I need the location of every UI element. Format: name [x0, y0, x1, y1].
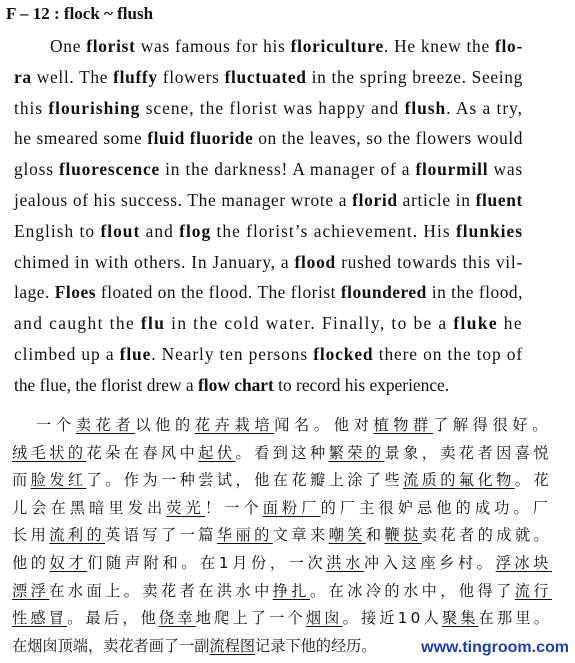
text-run: 以他的 [135, 416, 195, 434]
text-run: . As a try, [446, 97, 524, 118]
text-run: 。最后，他 [67, 609, 159, 628]
text-run: gloss [14, 159, 59, 180]
english-line [14, 98, 523, 119]
text-run: 他的 [12, 554, 50, 572]
text-run: 。接近10人 [342, 609, 442, 628]
vocab-word: flout [100, 220, 141, 241]
text-run: 地爬上了一个 [195, 609, 306, 628]
vocab-translation: 漂浮 [12, 581, 50, 600]
text-run: rushed towards this vil- [335, 251, 524, 272]
chinese-line [36, 414, 552, 435]
text-run: . He knew the [383, 36, 495, 56]
vocab-translation: 嘲笑 [328, 526, 366, 545]
text-run: and caught the [14, 313, 141, 334]
english-line [14, 282, 523, 303]
text-run: 。花 [514, 471, 553, 490]
vocab-word: fluid fluoride [147, 128, 254, 149]
text-run: chimed in with others. In January, a [14, 251, 295, 272]
text-run: lage. [14, 282, 55, 303]
text-run: he [498, 313, 524, 334]
text-run: 。在冰冷的水中，他得了 [309, 581, 515, 600]
chinese-line [12, 607, 552, 628]
text-run: in the flood, [426, 282, 523, 303]
vocab-word: flo- [494, 36, 523, 56]
vocab-translation: 浮冰块 [495, 554, 553, 572]
vocab-translation: 流质的氟化物 [403, 471, 515, 490]
text-run: 。看到这种 [235, 443, 329, 462]
text-run: 景象，卖花者因喜悦 [384, 443, 553, 462]
vocab-word: Floes [54, 282, 97, 303]
vocab-word: flourmill [415, 159, 489, 180]
vocab-translation: 华丽的 [216, 526, 273, 545]
vocab-translation: 流行 [514, 581, 553, 600]
vocab-word: flood [294, 251, 336, 272]
vocab-translation: 聚集 [441, 609, 479, 628]
text-run: 冲入这座乡村。 [363, 554, 496, 572]
vocab-translation: 鞭挞 [384, 526, 422, 545]
vocab-word: florist [86, 36, 136, 56]
text-run: 在烟囱顶端，卖花者画了一副 [12, 636, 210, 655]
chinese-line [12, 580, 552, 601]
vocab-translation: 侥幸 [158, 609, 196, 628]
text-run: flowers [157, 66, 225, 87]
chinese-line [12, 442, 552, 463]
vocab-translation: 奴才 [49, 554, 88, 572]
vocab-word: flush [404, 97, 447, 118]
text-run: in the spring breeze. Seeing [306, 66, 523, 87]
vocab-word: floundered [340, 282, 427, 303]
text-run: 而 [12, 471, 31, 490]
chinese-line [12, 469, 552, 490]
text-run: 记录下他的经历。 [255, 636, 377, 655]
text-run: 了。作为一种尝试，他在花瓣上涂了些 [86, 471, 404, 490]
text-run: jealous of his success. The manager wrote a [14, 190, 353, 210]
chinese-line [12, 552, 552, 573]
vocab-word: flunkies [455, 220, 523, 241]
chinese-line [12, 524, 552, 545]
text-run: 在那里。 [478, 609, 553, 628]
entry-heading: F – 12 : flock ~ flush [6, 4, 154, 23]
text-run: the flue, the florist drew a [14, 374, 198, 395]
text-run: floated on the flood. The florist [96, 282, 341, 303]
vocab-word: flocked [313, 344, 374, 364]
english-line [14, 190, 523, 211]
vocab-translation: 卖花者 [75, 416, 136, 434]
text-run: ！一个 [204, 498, 263, 517]
vocab-word: flourishing [48, 97, 141, 118]
site-watermark[interactable]: www.tingroom.com [421, 639, 569, 656]
text-run: and [140, 220, 180, 241]
text-run: 在水面上。卖花者在洪水中 [49, 581, 273, 600]
vocab-translation: 流程图 [209, 636, 255, 655]
vocab-translation: 面粉厂 [262, 498, 321, 517]
text-run: 长用 [12, 526, 50, 545]
text-run: in the darkness! A manager of a [160, 159, 416, 180]
text-run: 文章来 [272, 526, 329, 545]
text-run: well. The [31, 66, 114, 87]
vocab-word: fluke [453, 313, 499, 334]
chinese-line [12, 635, 377, 656]
english-line [14, 313, 523, 334]
english-line [14, 67, 523, 88]
text-run: this [14, 97, 49, 118]
vocab-word: ra [14, 66, 32, 87]
text-run: 花朵在春风中 [86, 443, 199, 462]
text-run: . Nearly ten persons [151, 344, 314, 364]
text-run: 和 [365, 526, 385, 545]
vocab-word: fluent [475, 190, 524, 210]
vocab-translation: 脸发红 [30, 471, 87, 490]
english-line [14, 159, 523, 180]
vocab-translation: 性感冒 [12, 609, 68, 628]
text-run: 的厂主很妒忌他的成功。厂 [320, 498, 553, 517]
text-run: One [50, 36, 87, 56]
vocab-translation: 流利的 [49, 526, 106, 545]
english-line [14, 344, 523, 365]
vocab-translation: 洪水 [326, 554, 364, 572]
text-run: 儿会在黑暗里发出 [12, 498, 167, 517]
vocab-word: flow chart [198, 374, 274, 395]
text-run: scene, the florist was happy and [140, 97, 405, 118]
vocab-translation: 繁荣的 [328, 443, 385, 462]
vocab-word: florid [352, 190, 398, 210]
vocab-word: fluffy [113, 66, 158, 87]
text-run: was [488, 159, 523, 180]
text-run: 了解得很好。 [432, 416, 553, 434]
vocab-word: floriculture [290, 36, 384, 56]
text-run: 一个 [36, 416, 76, 434]
vocab-translation: 烟囱 [305, 609, 343, 628]
text-run: climbed up a [14, 344, 120, 364]
vocab-translation: 起伏 [198, 443, 236, 462]
vocab-word: fluorescence [58, 159, 161, 180]
english-line [14, 375, 449, 396]
english-line [50, 36, 523, 57]
text-run: English to [14, 220, 101, 241]
text-run: on the leaves, so the flowers would [253, 128, 523, 149]
vocab-word: fluctuated [224, 66, 307, 87]
vocab-translation: 挣扎 [272, 581, 310, 600]
vocab-word: flog [179, 220, 212, 241]
text-run: 英语写了一篇 [105, 526, 217, 545]
text-run: was famous for his [135, 36, 291, 56]
vocab-word: flu [140, 313, 166, 334]
vocab-translation: 花卉栽培 [194, 416, 275, 434]
text-run: 们随声附和。在1月份，一次 [87, 554, 327, 572]
text-run: in the cold water. Finally, to be a [165, 313, 454, 334]
english-line [14, 128, 523, 149]
vocab-translation: 绒毛状的 [12, 443, 87, 462]
vocab-translation: 植物群 [373, 416, 433, 434]
text-run: there on the top of [373, 344, 524, 364]
english-line [14, 221, 523, 242]
text-run: 卖花者的成就。 [421, 526, 553, 545]
text-run: the florist’s achievement. His [211, 220, 456, 241]
vocab-translation: 荧光 [166, 498, 205, 517]
vocab-word: flue [119, 344, 152, 364]
chinese-line [12, 497, 552, 518]
text-run: 闻名。他对 [274, 416, 374, 434]
text-run: article in [397, 190, 476, 210]
text-run: he smeared some [14, 128, 148, 149]
text-run: to record his experience. [273, 374, 450, 395]
english-line [14, 252, 523, 273]
